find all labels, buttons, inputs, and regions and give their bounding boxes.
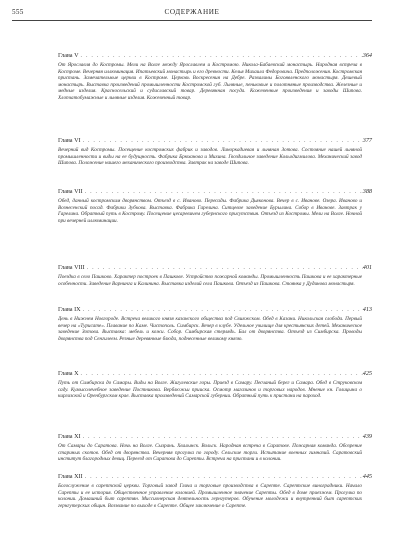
- dot-leader: [79, 53, 363, 60]
- page-ref: 425: [362, 370, 372, 377]
- dot-leader: [81, 138, 363, 145]
- dot-leader: [81, 307, 363, 314]
- toc-entry: [58, 188, 372, 264]
- page-ref: 439: [362, 433, 372, 440]
- chapter-summary: Вечерний вид Костромы. Посещение костромских фабрик и заводов. Линоркадиевая и льняная Зотова. Состояние нашей льняной промышленности и виды на ее будущность. Фабрика Брюханова и Михина. Гвоздильное заведение Кольодигмилова. Механический завод Шипова. Положение нашего механического производства. Завтрак на заводе Шипова.: [58, 147, 362, 167]
- chapter-summary: Поездка в село Пашково. Характер построек в Пашкове. Устройство пожарной команды. Промышленность Пашкова и ее характерные особенности. Заведение Варнинга и Калинина. Выставка изделий села Пашкова. Отъезд из Пашкова. Стоянка у Дудинова монастыря.: [58, 274, 362, 287]
- dot-leader: [83, 474, 363, 481]
- chapter-summary: Богослужение в сарептской церкви. Торговый завод Глича и торговые производства в Сарепте. Сарептские виноградники. Начало Сарепты и ее история. Общественное управление колонией. Промышленное значение Сарепты. Обед в доме приезжем. Прогулка по колонии. Домашний быт сарептян. Миссионерская деятельность гернгутеров. Обучение молодежи и внутренний быт сарептских гернгутерских общин. Воззвание по выходе в Сарепте. Общее заключение о Сарепте.: [58, 483, 362, 509]
- chapter-summary: От Самары до Саратова. Ночь на Волге. Сызрань. Хвалынск. Вольск. Народная встреча в Саратове. Пожарная команда. Обозрение стариных скотов. Обед от дворянства. Вечерняя прогулка по городу. Сельские торги. Испытание военных гимназий. Саратовский институт благородных девиц. Переезд от Саратова до Сарепты. Встреча на пристани и в колонии.: [58, 443, 362, 463]
- chapter-title: Глава IX: [58, 306, 81, 313]
- running-title: СОДЕРЖАНИЕ: [164, 8, 220, 16]
- chapter-summary: Путь от Симбирска до Самары. Виды на Волге. Жигулевские горы. Приезд в Самару. Песчаный берег и Самара. Обед в Струковском саду. Кумысолечебное заведение Постникова. Верблюжьи прииска. Осмотр магазинов и торговых народов. Мнение кн. Голицына о киргизской и Оренбургском крае. Выставка произведений Самарской губернии. Обратный путь к пристани на пароход.: [58, 380, 362, 400]
- dot-leader: [83, 189, 363, 196]
- chapter-title: Глава XI: [58, 433, 81, 440]
- toc-entry: [58, 306, 372, 375]
- header-rule: [12, 20, 372, 21]
- toc-entry: [58, 52, 372, 141]
- page-ref: 377: [362, 137, 372, 144]
- chapter-summary: Обед, данный костромским дворянством. Отъезд в с. Иваново. Пересады. Фабрика Дьяконова. Вечер в с. Иванове. Озера. Иваново и Вознесенский посад. Фабрики Зубкова. Выставка. Фабрика Гарелина. Ситцевое заведение Бурылина. Собор в Иванове. Завтрак у Гарелина. Обратный путь в Кострому. Посещение цесаревичем губернского присутствия. Отъезд из Костромы. Мели на Волге. Ночной при вечерней иллюминации.: [58, 198, 362, 224]
- dot-leader: [85, 265, 363, 272]
- toc-entry: [58, 137, 372, 193]
- chapter-title: Глава XII: [58, 473, 83, 480]
- chapter-title: Глава VII: [58, 188, 83, 195]
- page-ref: 413: [362, 306, 372, 313]
- dot-leader: [79, 371, 363, 378]
- page-ref: 364: [362, 52, 372, 59]
- toc-entry: [58, 473, 372, 536]
- chapter-summary: День в Нижнем Новгороде. Встреча великого князя казанского общества под Свияжском. Обед в Казани. Никольская слобода. Первый вечер на «Турисате». Плавание по Каме. Чистополь. Симбирск. Вечер в клубе. Удельное училище для крестьянских детей. Механическое заведение Зотова. Выставка: мебель и кожи. Собор. Симбирская стерлядь. Бал от дворянства. Отъезд из Симбирска. Проводы дворянства под Сенгилеем. Резные деревянные блюда, поднесенные великому князю.: [58, 316, 362, 342]
- chapter-title: Глава X: [58, 370, 79, 377]
- chapter-title: Глава VIII: [58, 264, 85, 271]
- chapter-title: Глава V: [58, 52, 79, 59]
- dot-leader: [81, 434, 363, 441]
- chapter-title: Глава VI: [58, 137, 81, 144]
- page-ref: 401: [362, 264, 372, 271]
- page-number: 555: [12, 8, 24, 16]
- page-ref: 445: [362, 473, 372, 480]
- chapter-summary: От Ярославля до Костромы. Мели на Волге между Ярославлем и Костромою. Никола-Бабаевский монастырь. Народная встреча в Костроме. Вечерняя иллюминация. Ипатьевский монастырь и его древности. Келья Михаила Федоровича. Предположения. Костромская пристань. Замечательные церкви в Костроме. Церковь Воскресения на Дебре. Развалины Богоявленского монастыря. Дешевый монастырь. Выставка произведений промышленности Костромской губ. Льняные, пеньковые и полотняные производства. Железные и медные изделия. Красносельский и судиславский товар. Деревянная посуда. Кожевенные произведения и заводы Шипова. Хлопчатобумажные и льняные изделия. Кожевенный товар.: [58, 62, 362, 101]
- page-ref: 388: [362, 188, 372, 195]
- toc-entry: [58, 370, 372, 433]
